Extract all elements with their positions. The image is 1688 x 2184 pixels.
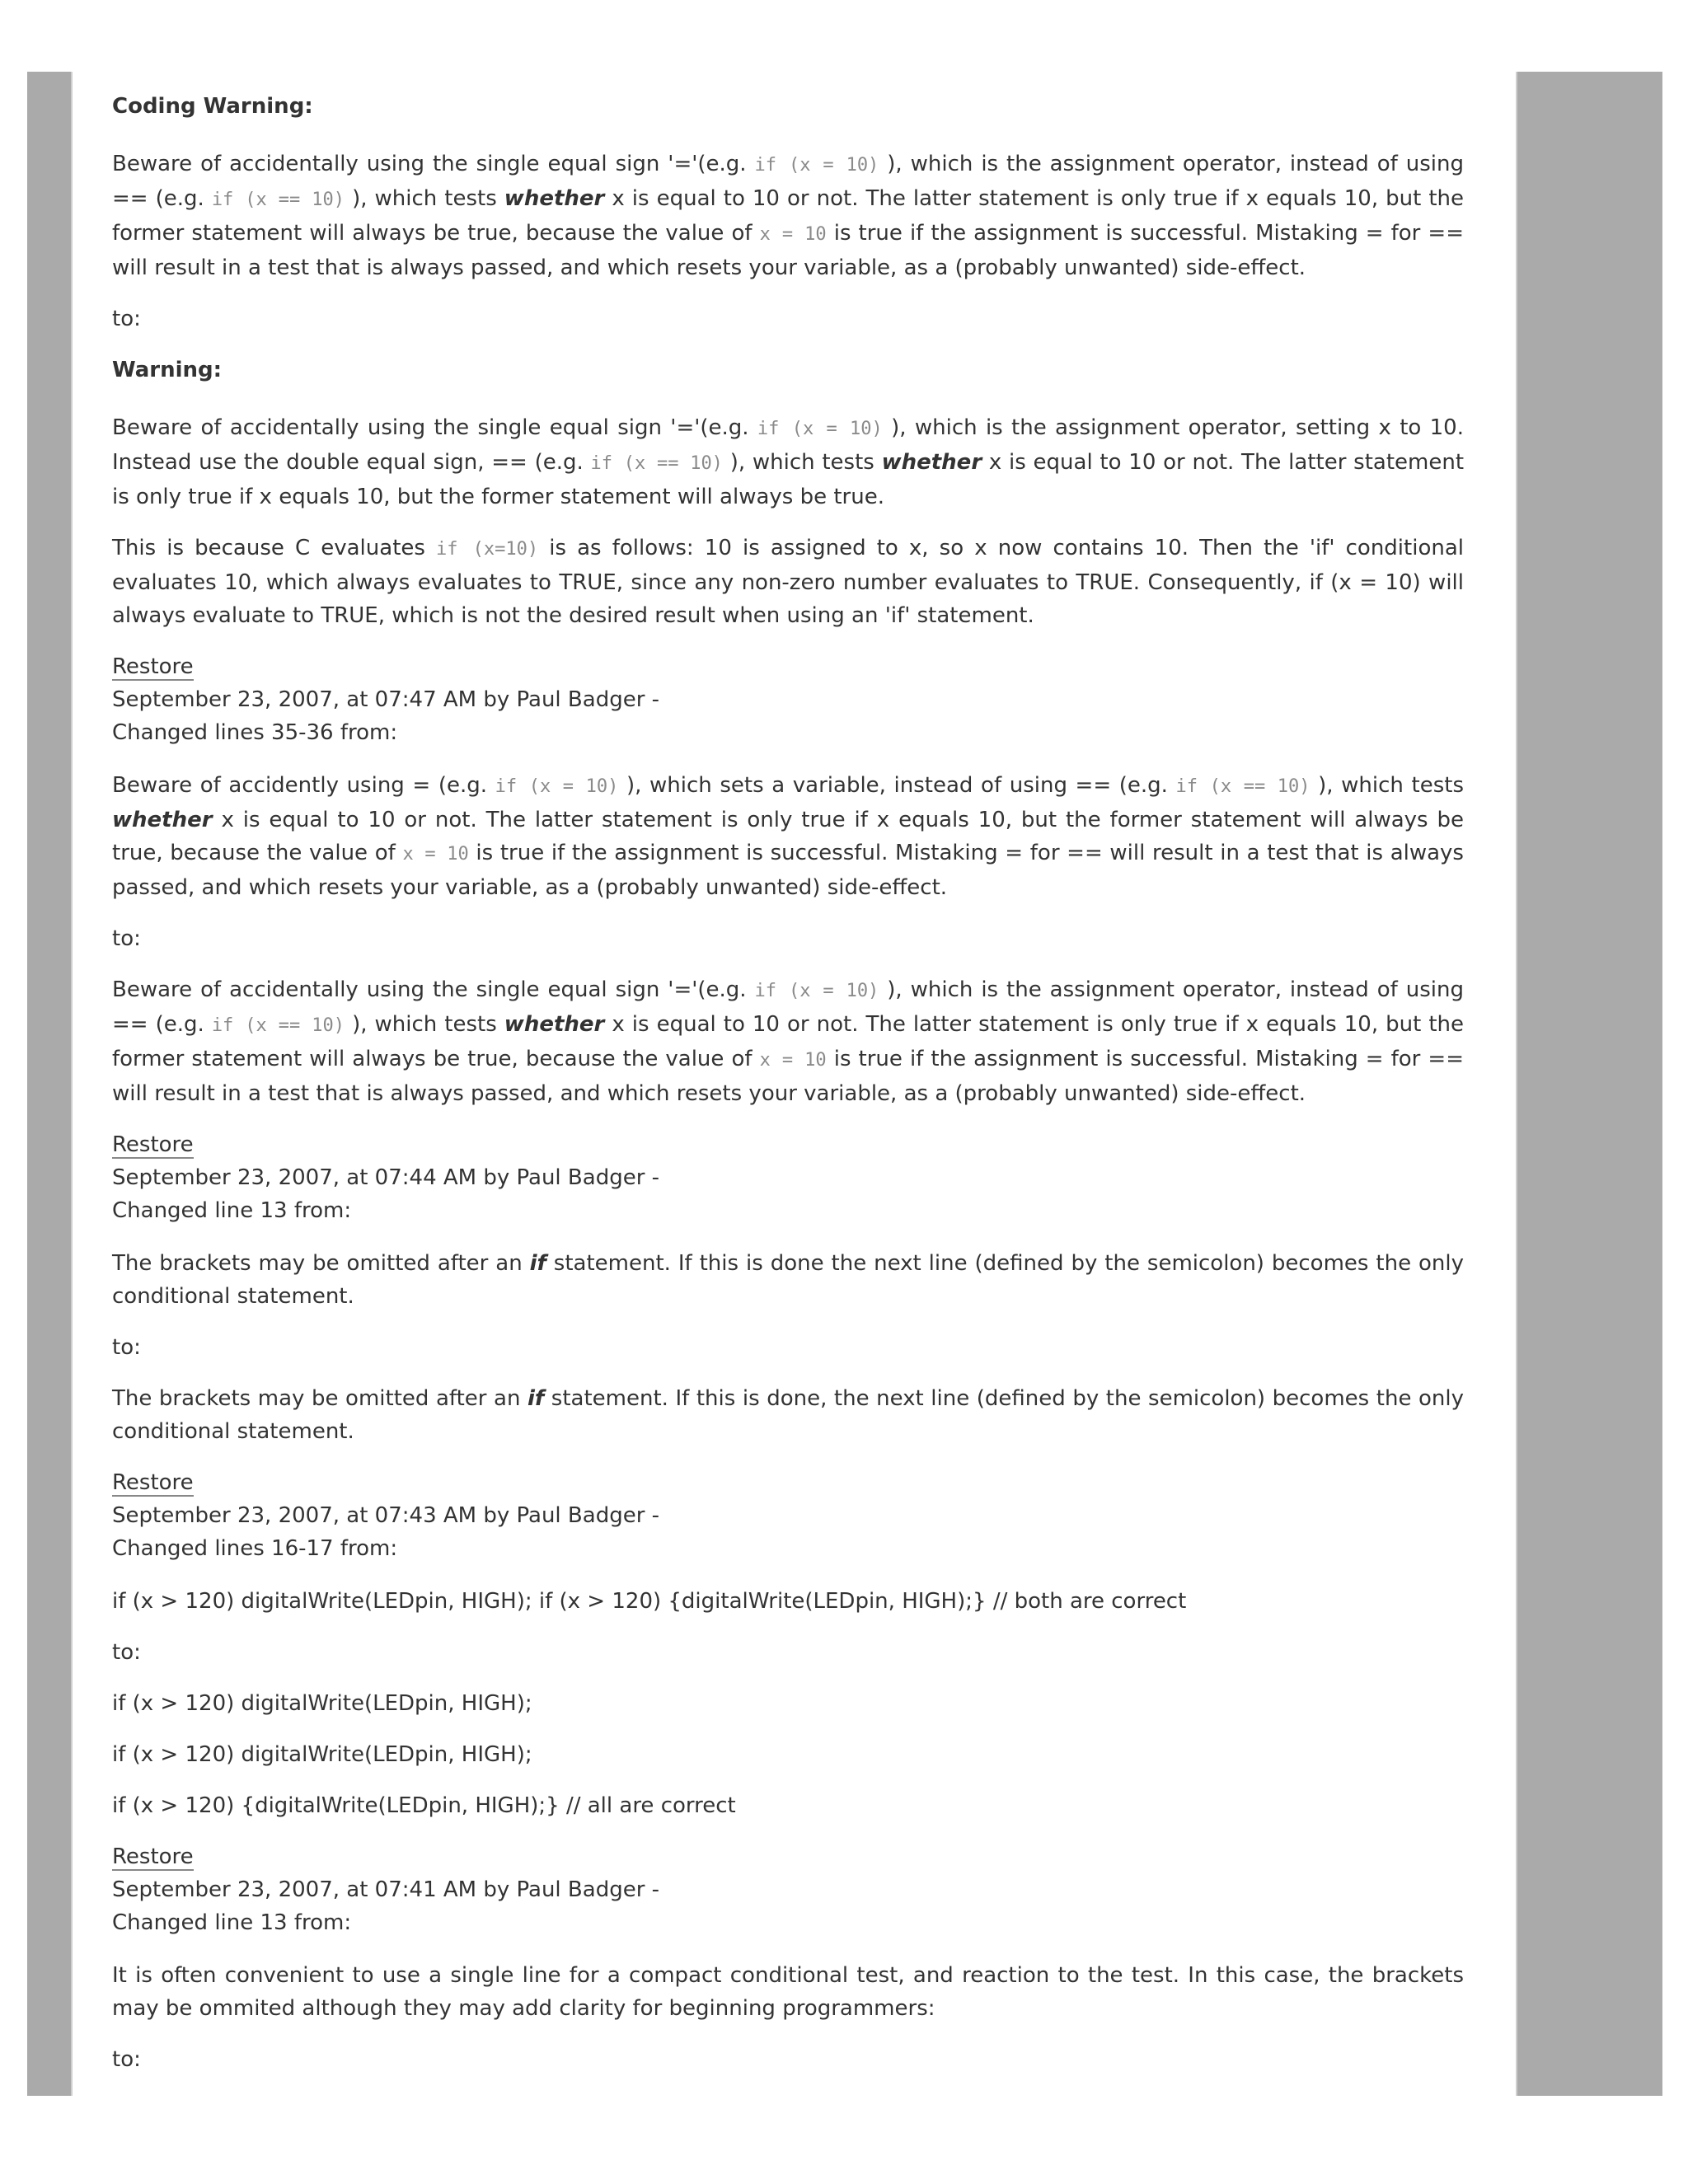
to-label: to: <box>112 2047 141 2072</box>
revision-changed: Changed line 13 from: <box>112 1198 352 1223</box>
to-label: to: <box>112 1640 141 1665</box>
coding-warning-heading: Coding Warning: <box>112 94 313 119</box>
revision-3 <box>112 1466 1464 1565</box>
revision-date: September 23, 2007, at 07:43 AM by Paul Badger - <box>112 1503 660 1528</box>
text: Beware of accidentally using the single equal sign '='(e.g. <box>112 415 757 440</box>
revision-changed: Changed lines 35-36 from: <box>112 720 398 745</box>
revision-1 <box>112 650 1464 749</box>
code-ifx10: if (x=10) <box>436 539 539 560</box>
left-sidebar-bar <box>27 72 73 2096</box>
warning-heading: Warning: <box>112 358 223 382</box>
code-example-line-3: if (x > 120) {digitalWrite(LEDpin, HIGH);} // all are correct <box>112 1793 736 1818</box>
right-sidebar-bar <box>1516 72 1662 2096</box>
text: ), which is the assignment operator, instead of using == (e.g. <box>112 977 1464 1037</box>
text: statement. If this is done, the next line (defined by the semicolon) becomes the only conditional statement. <box>112 1386 1464 1444</box>
page-content <box>112 87 1464 2094</box>
paragraph-single-line: It is often convenient to use a single line for a compact conditional test, and reaction to the test. In this case, the brackets may be ommited although they may add clarity for beginning programmers: <box>112 1963 1464 2021</box>
code-x-eq: x = 10 <box>759 224 827 245</box>
paragraph-warning <box>112 411 1464 513</box>
text: ), which is the assignment operator, setting x to 10. Instead use the double equal sign, == (e.g. <box>112 415 1464 475</box>
text: statement. If this is done the next line (defined by the semicolon) becomes the only conditional statement. <box>112 1251 1464 1309</box>
text: is as follows: 10 is assigned to x, so x now contains 10. Then the 'if' conditional evaluates 10, which always evaluates to TRUE, since any non-zero number evaluates to TRUE. Consequently, if (x = 10) will always evaluate to TRUE, which is not the desired result when using an 'if' statement. <box>112 536 1464 628</box>
code-example-old: if (x > 120) digitalWrite(LEDpin, HIGH); if (x > 120) {digitalWrite(LEDpin, HIGH);} // both are correct <box>112 1589 1187 1614</box>
text: is true if the assignment is successful. Mistaking = for == will result in a test that is always passed, and which resets your variable, as a (probably unwanted) side-effect. <box>112 1047 1464 1106</box>
text: ), which is the assignment operator, instead of using == (e.g. <box>112 152 1464 211</box>
restore-link[interactable]: Restore <box>112 654 194 679</box>
code-equal: if (x == 10) <box>1175 776 1311 797</box>
text: ), which tests <box>345 1012 504 1037</box>
text: Beware of accidently using = (e.g. <box>112 773 495 798</box>
emphasis-whether: whether <box>881 450 982 475</box>
paragraph-explanation <box>112 532 1464 632</box>
revision-date: September 23, 2007, at 07:41 AM by Paul Badger - <box>112 1877 660 1902</box>
revision-2 <box>112 1128 1464 1227</box>
paragraph-brackets-old <box>112 1247 1464 1313</box>
text: x is equal to 10 or not. The latter statement is only true if x equals 10, but the former statement will always be true. <box>112 450 1465 509</box>
text: This is because C evaluates <box>112 536 437 560</box>
code-assign: if (x = 10) <box>754 155 879 176</box>
code-x-eq: x = 10 <box>759 1050 827 1071</box>
text: ), which tests <box>722 450 882 475</box>
emphasis-whether: whether <box>504 1012 605 1037</box>
paragraph-old <box>112 769 1464 904</box>
code-assign: if (x = 10) <box>754 981 879 1001</box>
revision-date: September 23, 2007, at 07:47 AM by Paul Badger - <box>112 687 660 712</box>
text: The brackets may be omitted after an <box>112 1251 530 1276</box>
text: Beware of accidentally using the single equal sign '='(e.g. <box>112 152 755 176</box>
to-label: to: <box>112 307 141 331</box>
code-equal: if (x == 10) <box>211 190 345 210</box>
code-x-eq: x = 10 <box>402 844 469 865</box>
text: ), which tests <box>1310 773 1464 798</box>
paragraph-brackets-new <box>112 1382 1464 1448</box>
emphasis-if: if <box>528 1386 545 1411</box>
emphasis-if: if <box>529 1251 546 1276</box>
code-assign: if (x = 10) <box>757 419 883 439</box>
code-example-line-2: if (x > 120) digitalWrite(LEDpin, HIGH); <box>112 1742 532 1767</box>
paragraph-new <box>112 973 1464 1110</box>
code-equal: if (x == 10) <box>590 453 723 474</box>
revision-changed: Changed lines 16-17 from: <box>112 1536 398 1561</box>
restore-link[interactable]: Restore <box>112 1470 194 1495</box>
text: x is equal to 10 or not. The latter statement is only true if x equals 10, but the former statement will always be true, because the value of <box>112 186 1465 246</box>
code-assign: if (x = 10) <box>495 776 619 797</box>
restore-link[interactable]: Restore <box>112 1132 194 1157</box>
text: Beware of accidentally using the single equal sign '='(e.g. <box>112 977 755 1002</box>
text: x is equal to 10 or not. The latter statement is only true if x equals 10, but the former statement will always be true, because the value of <box>112 808 1464 865</box>
revision-date: September 23, 2007, at 07:44 AM by Paul Badger - <box>112 1165 660 1190</box>
code-equal: if (x == 10) <box>211 1015 345 1036</box>
code-example-line-1: if (x > 120) digitalWrite(LEDpin, HIGH); <box>112 1691 532 1716</box>
paragraph-coding-warning <box>112 148 1464 284</box>
restore-link[interactable]: Restore <box>112 1844 194 1869</box>
text: x is equal to 10 or not. The latter statement is only true if x equals 10, but the former statement will always be true, because the value of <box>112 1012 1465 1071</box>
text: is true if the assignment is successful. Mistaking = for == will result in a test that is always passed, and which resets your variable, as a (probably unwanted) side-effect. <box>112 841 1464 900</box>
revision-4 <box>112 1840 1464 1939</box>
text: ), which sets a variable, instead of using == (e.g. <box>618 773 1176 798</box>
emphasis-whether: whether <box>504 186 605 211</box>
emphasis-whether: whether <box>112 808 213 832</box>
revision-changed: Changed line 13 from: <box>112 1910 352 1935</box>
text: ), which tests <box>345 186 504 211</box>
text: is true if the assignment is successful. Mistaking = for == will result in a test that is always passed, and which resets your variable, as a (probably unwanted) side-effect. <box>112 221 1464 280</box>
text: The brackets may be omitted after an <box>112 1386 528 1411</box>
to-label: to: <box>112 1335 141 1360</box>
to-label: to: <box>112 926 141 951</box>
